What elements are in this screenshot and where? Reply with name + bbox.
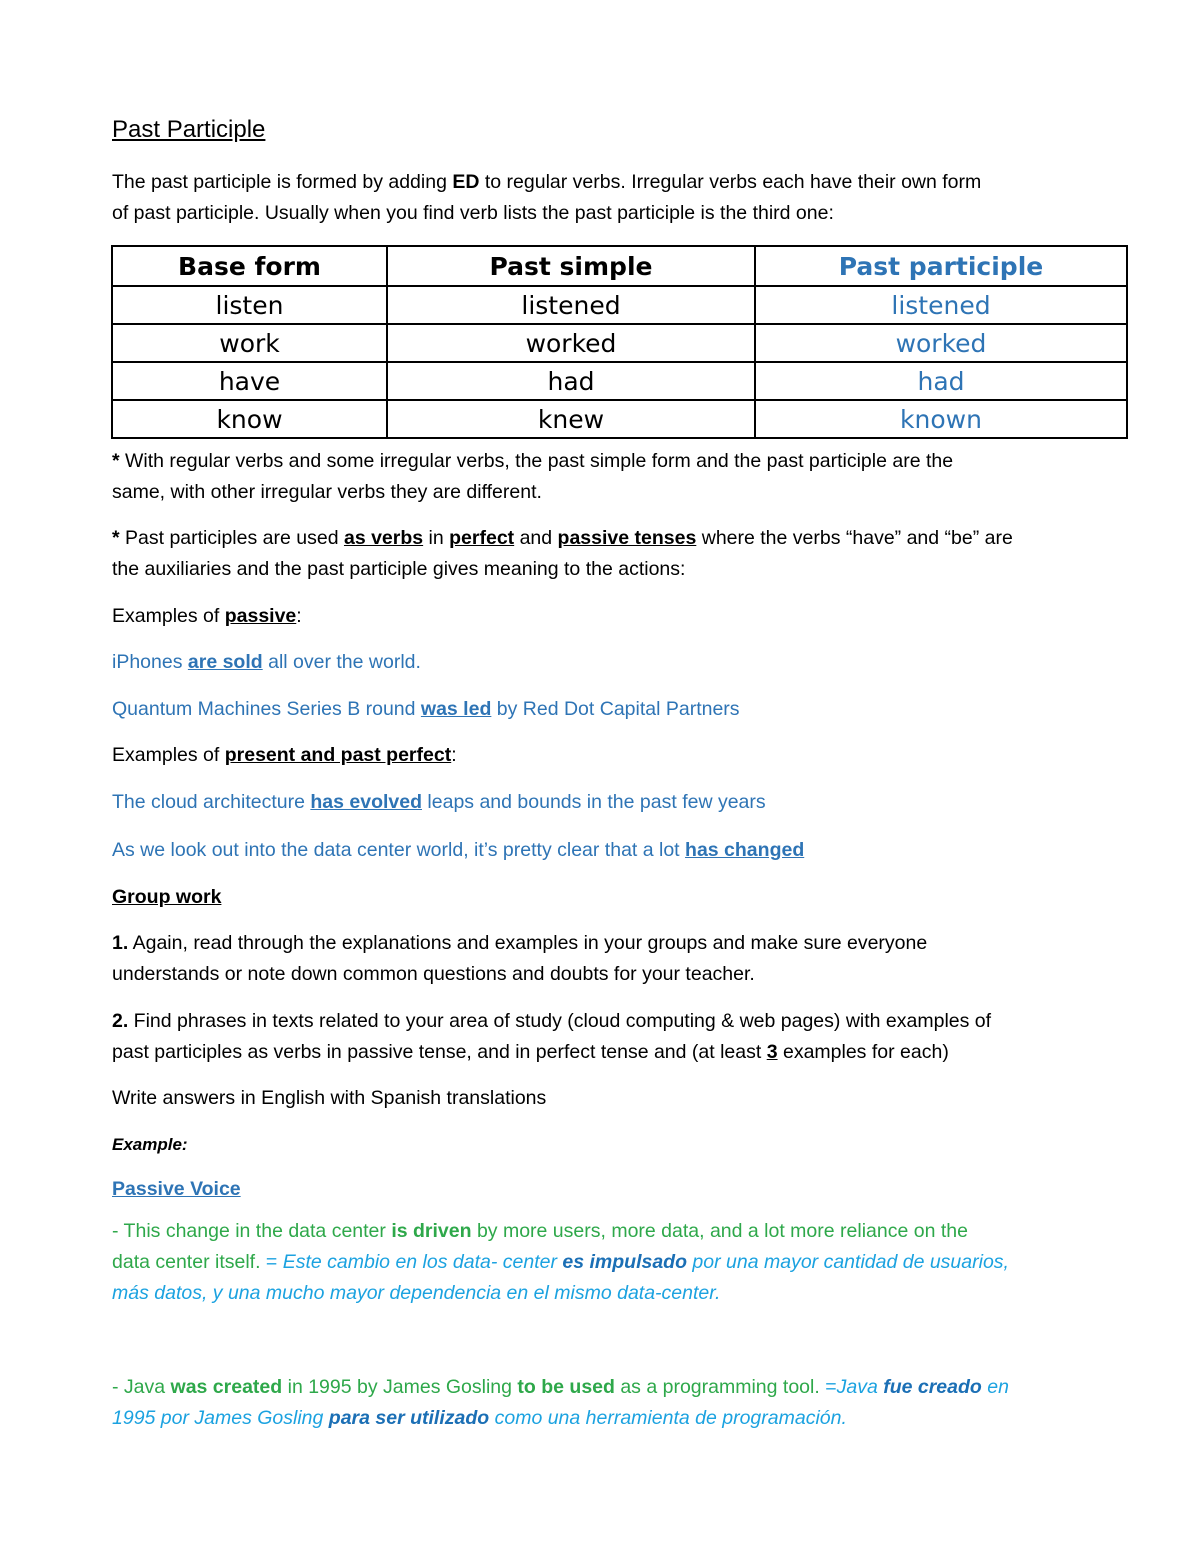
table-row [112, 400, 1127, 438]
instruction-text: Write answers in English with Spanish translations [112, 1087, 547, 1109]
item-text: Again, read through the explanations and examples in your groups and make sure everyone [128, 932, 928, 954]
group-work-item-2 [112, 1006, 1102, 1068]
page-title: Past Participle [112, 116, 266, 143]
example-text: Quantum Machines Series B round [112, 698, 421, 720]
item-text: examples for each) [777, 1041, 949, 1063]
note-star: * [112, 527, 120, 549]
note-text: where the verbs “have” and “be” are [696, 527, 1013, 549]
table-cell: worked [387, 324, 755, 362]
group-work-item-1 [112, 928, 1102, 990]
item-number: 2. [112, 1010, 129, 1032]
table-cell: had [755, 362, 1127, 400]
label-text: Examples of [112, 605, 225, 627]
label-keyword: passive [224, 605, 297, 627]
example-text: - This change in the data center [112, 1220, 392, 1242]
intro-paragraph [112, 167, 1102, 229]
example-label [112, 1129, 1102, 1160]
note-usage [112, 523, 1102, 585]
example-text: As we look out into the data center world, it’s pretty clear that a lot [112, 839, 686, 861]
group-work-heading [112, 882, 1102, 913]
table-header: Past simple [387, 246, 755, 286]
table-cell: listened [755, 286, 1127, 324]
passive-example-1 [112, 647, 1102, 678]
example-text: in 1995 by James Gosling [282, 1376, 518, 1398]
example-verb: was created [170, 1376, 283, 1398]
perfect-example-2 [112, 835, 1102, 866]
intro-text: to regular verbs. Irregular verbs each have their own form [479, 171, 982, 193]
passive-examples-label [112, 601, 1102, 632]
item-text: Find phrases in texts related to your area of study (cloud computing & web pages) with examples of [128, 1010, 992, 1032]
translation-text: como una herramienta de programación. [489, 1407, 847, 1429]
translation-text: 1995 por James Gosling [112, 1407, 329, 1429]
table-cell: worked [755, 324, 1127, 362]
section-heading: Passive Voice [112, 1178, 241, 1200]
note-text: the auxiliaries and the past participle gives meaning to the actions: [112, 558, 686, 580]
passive-voice-example-1 [112, 1216, 1102, 1309]
verb-forms-table [111, 245, 1128, 439]
example-text: data center itself. [112, 1251, 261, 1273]
example-label-text: Example: [112, 1135, 188, 1154]
table-header-row [112, 246, 1127, 286]
note-keyword: as verbs [343, 527, 424, 549]
item-text: past participles as verbs in passive tense, and in perfect tense and (at least [112, 1041, 767, 1063]
example-text: iPhones [112, 651, 188, 673]
example-verb: are sold [187, 651, 263, 673]
translation-text: Java [836, 1376, 884, 1398]
intro-text: The past participle is formed by adding [112, 171, 453, 193]
write-instructions [112, 1083, 1102, 1114]
note-text: and [514, 527, 558, 549]
translation-verb: fue creado [883, 1376, 982, 1398]
note-keyword: perfect [449, 527, 515, 549]
translation-text: por una mayor cantidad de usuarios, [687, 1251, 1009, 1273]
table-row [112, 362, 1127, 400]
note-keyword: passive tenses [557, 527, 697, 549]
table-cell: known [755, 400, 1127, 438]
equals-sign: = [260, 1251, 283, 1273]
table-cell: listen [112, 286, 387, 324]
table-header: Base form [112, 246, 387, 286]
perfect-example-1 [112, 787, 1102, 818]
item-number: 1. [112, 932, 129, 954]
example-verb: is driven [391, 1220, 472, 1242]
example-text: The cloud architecture [112, 791, 311, 813]
example-verb: was led [420, 698, 492, 720]
label-colon: : [296, 605, 302, 627]
passive-voice-heading [112, 1174, 1102, 1205]
table-cell: know [112, 400, 387, 438]
section-heading: Group work [112, 886, 222, 908]
equals-sign: = [819, 1376, 837, 1398]
translation-text: más datos, y una mucho mayor dependencia en el mismo data-center. [112, 1282, 721, 1304]
intro-text: of past participle. Usually when you find verb lists the past participle is the third one: [112, 202, 834, 224]
example-text: leaps and bounds in the past few years [422, 791, 766, 813]
translation-text: Este cambio en los data- center [282, 1251, 563, 1273]
example-verb: has changed [685, 839, 805, 861]
item-text: understands or note down common questions and doubts for your teacher. [112, 963, 755, 985]
example-text: - Java [112, 1376, 171, 1398]
item-keyword: 3 [766, 1041, 778, 1063]
table-cell: knew [387, 400, 755, 438]
note-text: Past participles are used [119, 527, 344, 549]
passive-example-2 [112, 694, 1102, 725]
translation-text: en [981, 1376, 1009, 1398]
example-verb: has evolved [310, 791, 422, 813]
table-cell: have [112, 362, 387, 400]
translation-verb: para ser utilizado [328, 1407, 490, 1429]
passive-voice-example-2 [112, 1372, 1102, 1434]
table-row [112, 286, 1127, 324]
intro-ed: ED [452, 171, 480, 193]
label-text: Examples of [112, 744, 225, 766]
table-cell: listened [387, 286, 755, 324]
example-text: by Red Dot Capital Partners [491, 698, 740, 720]
table-row [112, 324, 1127, 362]
table-cell: work [112, 324, 387, 362]
example-verb: to be used [517, 1376, 615, 1398]
example-text: by more users, more data, and a lot more reliance on the [471, 1220, 968, 1242]
note-text: same, with other irregular verbs they are different. [112, 481, 542, 503]
table-cell: had [387, 362, 755, 400]
note-text: in [423, 527, 450, 549]
label-keyword: present and past perfect [224, 744, 452, 766]
note-text: With regular verbs and some irregular verbs, the past simple form and the past participle are the [119, 450, 954, 472]
note-regular-irregular [112, 446, 1102, 508]
table-header: Past participle [755, 246, 1127, 286]
perfect-examples-label [112, 740, 1102, 771]
note-star: * [112, 450, 120, 472]
translation-verb: es impulsado [562, 1251, 688, 1273]
example-text: as a programming tool. [614, 1376, 820, 1398]
label-colon: : [451, 744, 457, 766]
example-text: all over the world. [262, 651, 421, 673]
